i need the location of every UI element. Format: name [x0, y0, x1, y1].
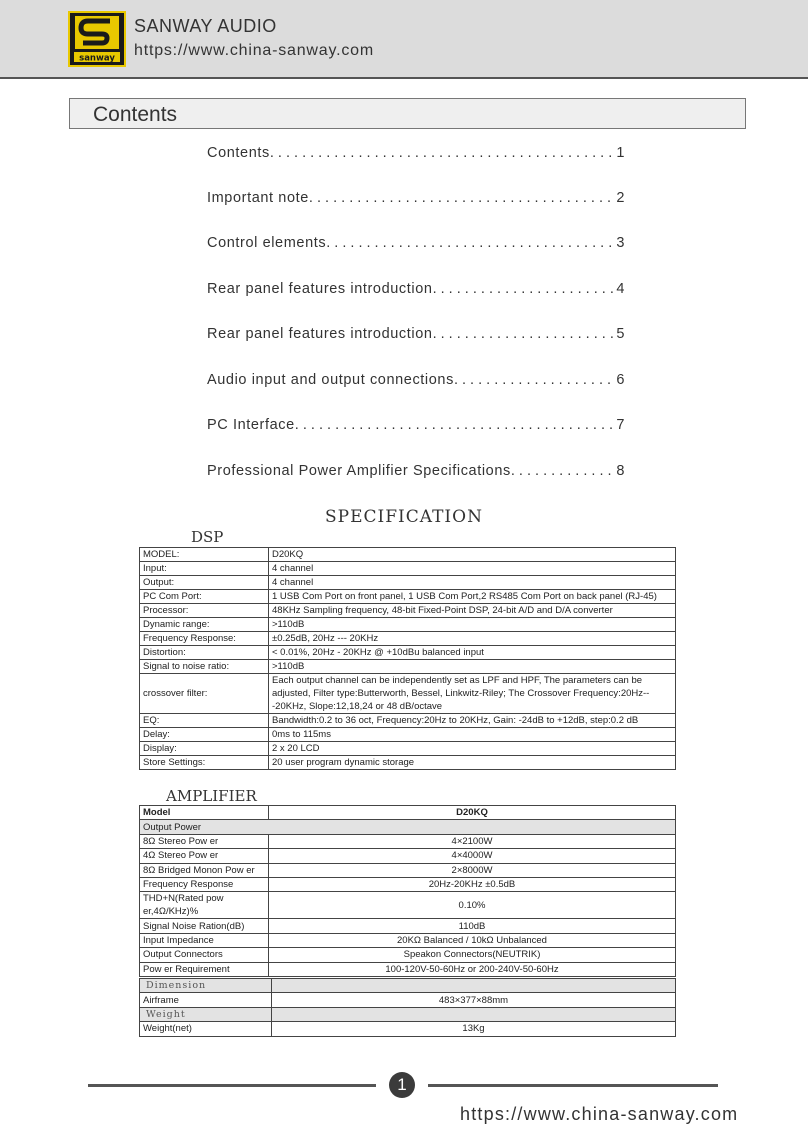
spec-key: crossover filter: — [140, 674, 269, 714]
table-row — [140, 618, 676, 632]
spec-value: Speakon Connectors(NEUTRIK) — [269, 948, 676, 962]
band-empty — [272, 979, 676, 993]
toc-item-label: Professional Power Amplifier Specifications — [207, 463, 511, 479]
table-row — [140, 548, 676, 562]
table-row — [140, 742, 676, 756]
toc-leader-dots — [433, 326, 615, 342]
toc-item-page: 5 — [616, 326, 625, 342]
toc-item-label: Important note — [207, 190, 309, 206]
spec-key: PC Com Port: — [140, 590, 269, 604]
toc-item[interactable] — [207, 372, 625, 394]
footer-url[interactable]: https://www.china-sanway.com — [460, 1104, 739, 1124]
table-row — [140, 863, 676, 877]
spec-value: D20KQ — [269, 548, 676, 562]
table-row — [140, 660, 676, 674]
spec-key: Store Settings: — [140, 756, 269, 770]
spec-value: 13Kg — [272, 1022, 676, 1036]
svg-text:sanway: sanway — [79, 53, 115, 64]
table-row — [140, 646, 676, 660]
spec-key: 8Ω Bridged Monon Pow er — [140, 863, 269, 877]
band-label: Dimension — [140, 979, 272, 993]
amplifier-spec-table — [139, 805, 676, 977]
table-row — [140, 919, 676, 933]
spec-value: ±0.25dB, 20Hz --- 20KHz — [269, 632, 676, 646]
toc-item-label: Rear panel features introduction — [207, 281, 433, 297]
toc-leader-dots — [433, 281, 615, 297]
toc-item[interactable] — [207, 417, 625, 439]
dimension-weight-table — [139, 978, 676, 1037]
toc-item-label: Control elements — [207, 235, 327, 251]
spec-value: 110dB — [269, 919, 676, 933]
toc-item-label: PC Interface — [207, 417, 295, 433]
spec-key: Frequency Response — [140, 877, 269, 891]
toc-item-page: 6 — [616, 372, 625, 388]
specification-title: SPECIFICATION — [325, 507, 483, 527]
spec-key: 8Ω Stereo Pow er — [140, 834, 269, 848]
toc-item-page: 8 — [616, 463, 625, 479]
toc-leader-dots — [295, 417, 615, 433]
spec-key: Processor: — [140, 604, 269, 618]
page-header — [0, 0, 808, 79]
spec-value: >110dB — [269, 660, 676, 674]
table-row — [140, 849, 676, 863]
toc-item[interactable] — [207, 145, 625, 167]
spec-key: Distortion: — [140, 646, 269, 660]
toc-item-label: Audio input and output connections — [207, 372, 454, 388]
dsp-spec-table — [139, 547, 676, 770]
contents-heading: Contents — [93, 103, 178, 126]
spec-key: Signal to noise ratio: — [140, 660, 269, 674]
spec-key: Dynamic range: — [140, 618, 269, 632]
spec-value: Each output channel can be independently set as LPF and HPF, The parameters can be adjusted, Filter type:Butterworth, Bessel, Linkwitz-Riley; The Crossover Frequency:20Hz---20KHz, Slope:12,18,24 or 48 dB/octave — [269, 674, 676, 714]
toc-item-label: Rear panel features introduction — [207, 326, 433, 342]
spec-value: 2×8000W — [269, 863, 676, 877]
toc-leader-dots — [454, 372, 614, 388]
spec-key: Display: — [140, 742, 269, 756]
toc-item[interactable] — [207, 281, 625, 303]
spec-key: Signal Noise Ration(dB) — [140, 919, 269, 933]
band-empty — [272, 1007, 676, 1021]
table-row — [140, 1022, 676, 1036]
spec-key: THD+N(Rated pow er,4Ω/KHz)% — [140, 892, 269, 919]
table-row — [140, 728, 676, 742]
table-row — [140, 590, 676, 604]
toc-item-page: 4 — [616, 281, 625, 297]
brand-name: SANWAY AUDIO — [134, 16, 277, 36]
table-row — [140, 834, 676, 848]
table-row — [140, 576, 676, 590]
spec-value: 483×377×88mm — [272, 993, 676, 1007]
table-row — [140, 714, 676, 728]
table-band-row — [140, 979, 676, 993]
page-number-badge: 1 — [389, 1072, 415, 1098]
spec-key: Weight(net) — [140, 1022, 272, 1036]
footer-rule-right — [428, 1084, 718, 1087]
column-header: Model — [140, 806, 269, 820]
table-row — [140, 756, 676, 770]
spec-key: Output Connectors — [140, 948, 269, 962]
spec-key: Output: — [140, 576, 269, 590]
spec-value: 1 USB Com Port on front panel, 1 USB Com Port,2 RS485 Com Port on back panel (RJ-45) — [269, 590, 676, 604]
spec-value: 20Hz-20KHz ±0.5dB — [269, 877, 676, 891]
spec-value: 0.10% — [269, 892, 676, 919]
toc-item-page: 7 — [616, 417, 625, 433]
table-row — [140, 993, 676, 1007]
spec-key: EQ: — [140, 714, 269, 728]
toc-leader-dots — [270, 145, 614, 161]
table-row — [140, 962, 676, 976]
toc-item[interactable] — [207, 190, 625, 212]
column-header: D20KQ — [269, 806, 676, 820]
table-row — [140, 877, 676, 891]
spec-key: MODEL: — [140, 548, 269, 562]
toc-item-label: Contents — [207, 145, 270, 161]
toc-item[interactable] — [207, 463, 625, 485]
spec-key: Input: — [140, 562, 269, 576]
logo-s-mark-icon — [70, 13, 124, 65]
table-row — [140, 604, 676, 618]
spec-value: 20 user program dynamic storage — [269, 756, 676, 770]
table-row — [140, 892, 676, 919]
spec-value: 4×2100W — [269, 834, 676, 848]
table-row — [140, 933, 676, 947]
spec-key: Pow er Requirement — [140, 962, 269, 976]
toc-leader-dots — [326, 235, 614, 251]
toc-item[interactable] — [207, 326, 625, 348]
toc-item-page: 3 — [616, 235, 625, 251]
table-row — [140, 948, 676, 962]
spec-key: 4Ω Stereo Pow er — [140, 849, 269, 863]
footer-rule-left — [88, 1084, 376, 1087]
amplifier-section-label: AMPLIFIER — [166, 787, 257, 805]
table-row — [140, 562, 676, 576]
spec-value: 100-120V-50-60Hz or 200-240V-50-60Hz — [269, 962, 676, 976]
spec-value: 4 channel — [269, 576, 676, 590]
spec-value: 4×4000W — [269, 849, 676, 863]
band-label: Weight — [140, 1007, 272, 1021]
spec-key: Airframe — [140, 993, 272, 1007]
toc-item[interactable] — [207, 235, 625, 257]
table-band-row — [140, 820, 676, 834]
toc-leader-dots — [309, 190, 614, 206]
spec-value: < 0.01%, 20Hz - 20KHz @ +10dBu balanced input — [269, 646, 676, 660]
toc-item-page: 1 — [616, 145, 625, 161]
spec-key: Frequency Response: — [140, 632, 269, 646]
table-row — [140, 632, 676, 646]
toc-item-page: 2 — [616, 190, 625, 206]
table-band-row — [140, 1007, 676, 1021]
spec-value: Bandwidth:0.2 to 36 oct, Frequency:20Hz to 20KHz, Gain: -24dB to +12dB, step:0.2 dB — [269, 714, 676, 728]
band-label: Output Power — [140, 820, 676, 834]
table-header-row — [140, 806, 676, 820]
dsp-section-label: DSP — [191, 528, 224, 546]
contents-heading-box — [69, 98, 746, 129]
sanway-logo — [68, 11, 126, 67]
spec-value: >110dB — [269, 618, 676, 632]
spec-value: 2 x 20 LCD — [269, 742, 676, 756]
spec-value: 20KΩ Balanced / 10kΩ Unbalanced — [269, 933, 676, 947]
spec-key: Input Impedance — [140, 933, 269, 947]
table-row — [140, 674, 676, 714]
spec-value: 48KHz Sampling frequency, 48-bit Fixed-Point DSP, 24-bit A/D and D/A converter — [269, 604, 676, 618]
spec-value: 4 channel — [269, 562, 676, 576]
header-url[interactable]: https://www.china-sanway.com — [134, 42, 374, 59]
toc-leader-dots — [511, 463, 614, 479]
spec-key: Delay: — [140, 728, 269, 742]
spec-value: 0ms to 115ms — [269, 728, 676, 742]
